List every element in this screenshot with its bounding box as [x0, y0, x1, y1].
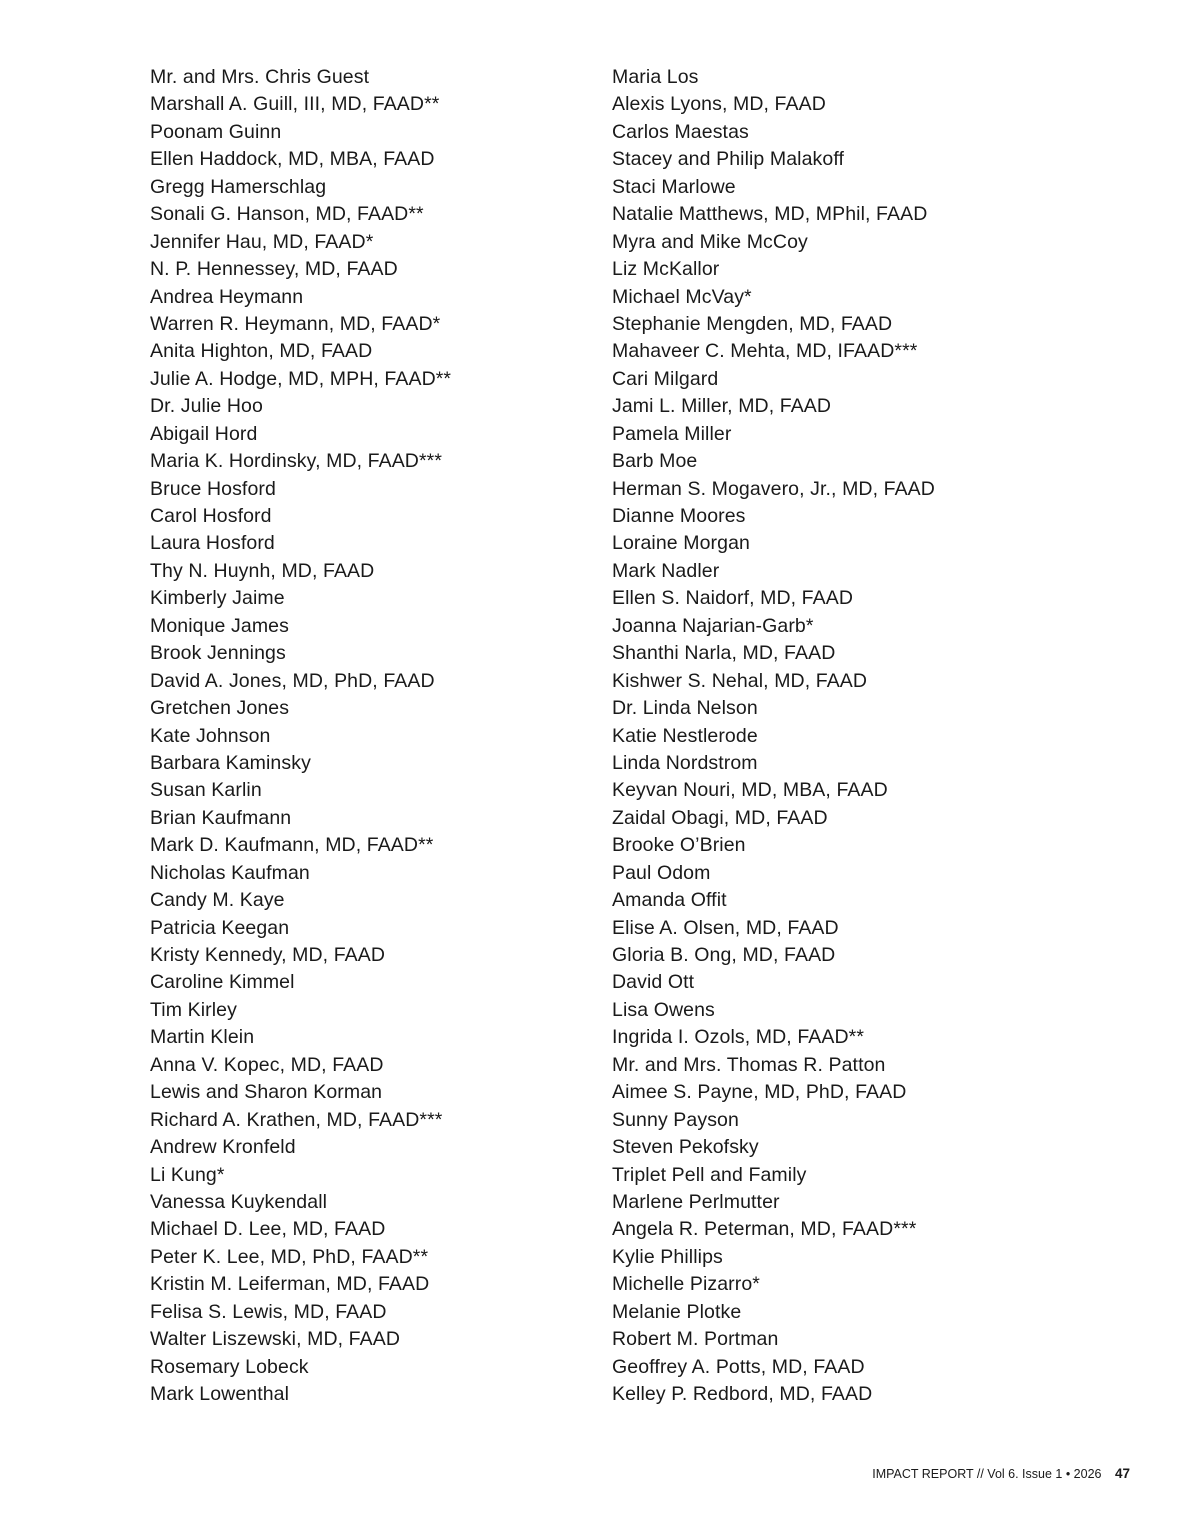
donor-name: Maria Los — [612, 66, 699, 88]
donor-name: Dianne Moores — [612, 505, 746, 527]
donor-name: Rosemary Lobeck — [150, 1355, 309, 1378]
donor-name: Bruce Hosford — [150, 477, 276, 500]
donor-name: Kristin M. Leiferman, MD, FAAD — [150, 1273, 430, 1296]
donor-name: Susan Karlin — [150, 779, 262, 802]
donor-name: Cari Milgard — [612, 367, 719, 390]
donor-name: Michael McVay* — [612, 285, 752, 308]
donor-name: Martin Klein — [150, 1026, 255, 1049]
donor-name: Mahaveer C. Mehta, MD, IFAAD*** — [612, 340, 918, 363]
donor-name: Melanie Plotke — [612, 1300, 742, 1323]
donor-name: Anita Highton, MD, FAAD — [150, 340, 373, 363]
donor-name: Liz McKallor — [612, 258, 720, 281]
donor-name: Michelle Pizarro* — [612, 1273, 760, 1296]
donor-name: Mark D. Kaufmann, MD, FAAD** — [150, 834, 434, 857]
donor-name: Monique James — [150, 614, 289, 637]
donor-name: Linda Nordstrom — [612, 751, 758, 774]
donor-name: Angela R. Peterman, MD, FAAD*** — [612, 1218, 917, 1241]
donor-name: Ingrida I. Ozols, MD, FAAD** — [612, 1026, 865, 1049]
donor-name: Brooke O’Brien — [612, 834, 746, 857]
donor-name: Warren R. Heymann, MD, FAAD* — [150, 312, 441, 335]
donor-name: Amanda Offit — [612, 889, 727, 912]
donor-name: Gloria B. Ong, MD, FAAD — [612, 944, 836, 966]
donor-name: Kimberly Jaime — [150, 587, 285, 610]
donor-name: Mark Nadler — [612, 559, 720, 582]
donor-name: Richard A. Krathen, MD, FAAD*** — [150, 1108, 443, 1131]
donor-name: Myra and Mike McCoy — [612, 230, 808, 253]
donor-name: Walter Liszewski, MD, FAAD — [150, 1328, 400, 1351]
donor-name: Julie A. Hodge, MD, MPH, FAAD** — [150, 367, 452, 390]
donor-name: Carlos Maestas — [612, 120, 749, 143]
donor-name: Caroline Kimmel — [150, 971, 295, 994]
publication-info: IMPACT REPORT // Vol 6. Issue 1 • 2026 — [872, 1467, 1102, 1481]
donor-name: Poonam Guinn — [150, 120, 282, 143]
donor-name: David A. Jones, MD, PhD, FAAD — [150, 669, 435, 692]
donor-name: Kylie Phillips — [612, 1245, 723, 1268]
donor-name: Anna V. Kopec, MD, FAAD — [150, 1053, 384, 1076]
donor-name: Vanessa Kuykendall — [150, 1190, 328, 1213]
donor-name: Peter K. Lee, MD, PhD, FAAD** — [150, 1245, 429, 1268]
donor-name: Barb Moe — [612, 450, 698, 473]
donor-name: Dr. Linda Nelson — [612, 697, 758, 720]
donor-name: Michael D. Lee, MD, FAAD — [150, 1218, 386, 1241]
donor-name: Joanna Najarian-Garb* — [612, 614, 814, 637]
donor-name: Barbara Kaminsky — [150, 751, 311, 774]
donor-name: Lisa Owens — [612, 998, 715, 1021]
page-number: 47 — [1114, 1466, 1130, 1481]
donor-name: Gretchen Jones — [150, 697, 290, 720]
donor-name: Jami L. Miller, MD, FAAD — [612, 395, 832, 418]
donor-name: Dr. Julie Hoo — [150, 395, 263, 418]
donor-name: Paul Odom — [612, 861, 711, 884]
donor-name: Sunny Payson — [612, 1108, 739, 1131]
donor-name: Natalie Matthews, MD, MPhil, FAAD — [612, 203, 928, 226]
donor-name: Abigail Hord — [150, 422, 258, 445]
donor-name: Kate Johnson — [150, 724, 271, 747]
donor-name: Mark Lowenthal — [150, 1383, 290, 1405]
donor-name: Nicholas Kaufman — [150, 861, 310, 884]
donor-name: Keyvan Nouri, MD, MBA, FAAD — [612, 779, 888, 802]
donor-list-right — [612, 64, 1052, 1408]
donor-name: Zaidal Obagi, MD, FAAD — [612, 806, 828, 829]
donor-name: Loraine Morgan — [612, 532, 750, 555]
donor-list-left — [150, 64, 570, 1408]
donor-name: Kristy Kennedy, MD, FAAD — [150, 944, 386, 966]
donor-name: Alexis Lyons, MD, FAAD — [612, 93, 826, 116]
donor-name: Candy M. Kaye — [150, 889, 285, 912]
donor-name: Geoffrey A. Potts, MD, FAAD — [612, 1355, 865, 1378]
donor-name: Patricia Keegan — [150, 916, 290, 939]
donor-name: Marshall A. Guill, III, MD, FAAD** — [150, 93, 440, 116]
donor-name: Robert M. Portman — [612, 1328, 779, 1351]
donor-name: Mr. and Mrs. Chris Guest — [150, 66, 370, 88]
donor-name: Jennifer Hau, MD, FAAD* — [150, 230, 374, 253]
donor-name: Gregg Hamerschlag — [150, 175, 327, 198]
donor-name: Brian Kaufmann — [150, 806, 292, 829]
donor-name: Steven Pekofsky — [612, 1136, 759, 1159]
donor-name: Brook Jennings — [150, 642, 286, 665]
donor-name: Triplet Pell and Family — [612, 1163, 807, 1186]
donor-name: Kelley P. Redbord, MD, FAAD — [612, 1383, 873, 1405]
donor-name: Maria K. Hordinsky, MD, FAAD*** — [150, 450, 443, 473]
donor-name: Aimee S. Payne, MD, PhD, FAAD — [612, 1081, 907, 1104]
donor-name: Carol Hosford — [150, 505, 272, 527]
donor-name: Felisa S. Lewis, MD, FAAD — [150, 1300, 387, 1323]
donor-name: Tim Kirley — [150, 998, 237, 1021]
donor-name: Andrew Kronfeld — [150, 1136, 296, 1159]
donor-name: Thy N. Huynh, MD, FAAD — [150, 559, 375, 582]
donor-name: Pamela Miller — [612, 422, 732, 445]
donor-name: Mr. and Mrs. Thomas R. Patton — [612, 1053, 886, 1076]
donor-name: Sonali G. Hanson, MD, FAAD** — [150, 203, 424, 226]
donor-name: Herman S. Mogavero, Jr., MD, FAAD — [612, 477, 935, 500]
donor-name: Marlene Perlmutter — [612, 1190, 780, 1213]
donor-name: Andrea Heymann — [150, 285, 304, 308]
donor-name: Stephanie Mengden, MD, FAAD — [612, 312, 893, 335]
donor-name: Elise A. Olsen, MD, FAAD — [612, 916, 839, 939]
donor-name: David Ott — [612, 971, 695, 994]
donor-name: Katie Nestlerode — [612, 724, 758, 747]
donor-name: N. P. Hennessey, MD, FAAD — [150, 258, 398, 281]
donor-name: Ellen S. Naidorf, MD, FAAD — [612, 587, 854, 610]
donor-name: Laura Hosford — [150, 532, 275, 555]
donor-name: Stacey and Philip Malakoff — [612, 148, 845, 171]
donor-name: Li Kung* — [150, 1163, 225, 1186]
donor-name: Shanthi Narla, MD, FAAD — [612, 642, 836, 665]
donor-name: Ellen Haddock, MD, MBA, FAAD — [150, 148, 435, 171]
donor-name: Kishwer S. Nehal, MD, FAAD — [612, 669, 868, 692]
page-footer — [872, 1466, 1130, 1482]
donor-name: Staci Marlowe — [612, 175, 736, 198]
donor-name: Lewis and Sharon Korman — [150, 1081, 383, 1104]
